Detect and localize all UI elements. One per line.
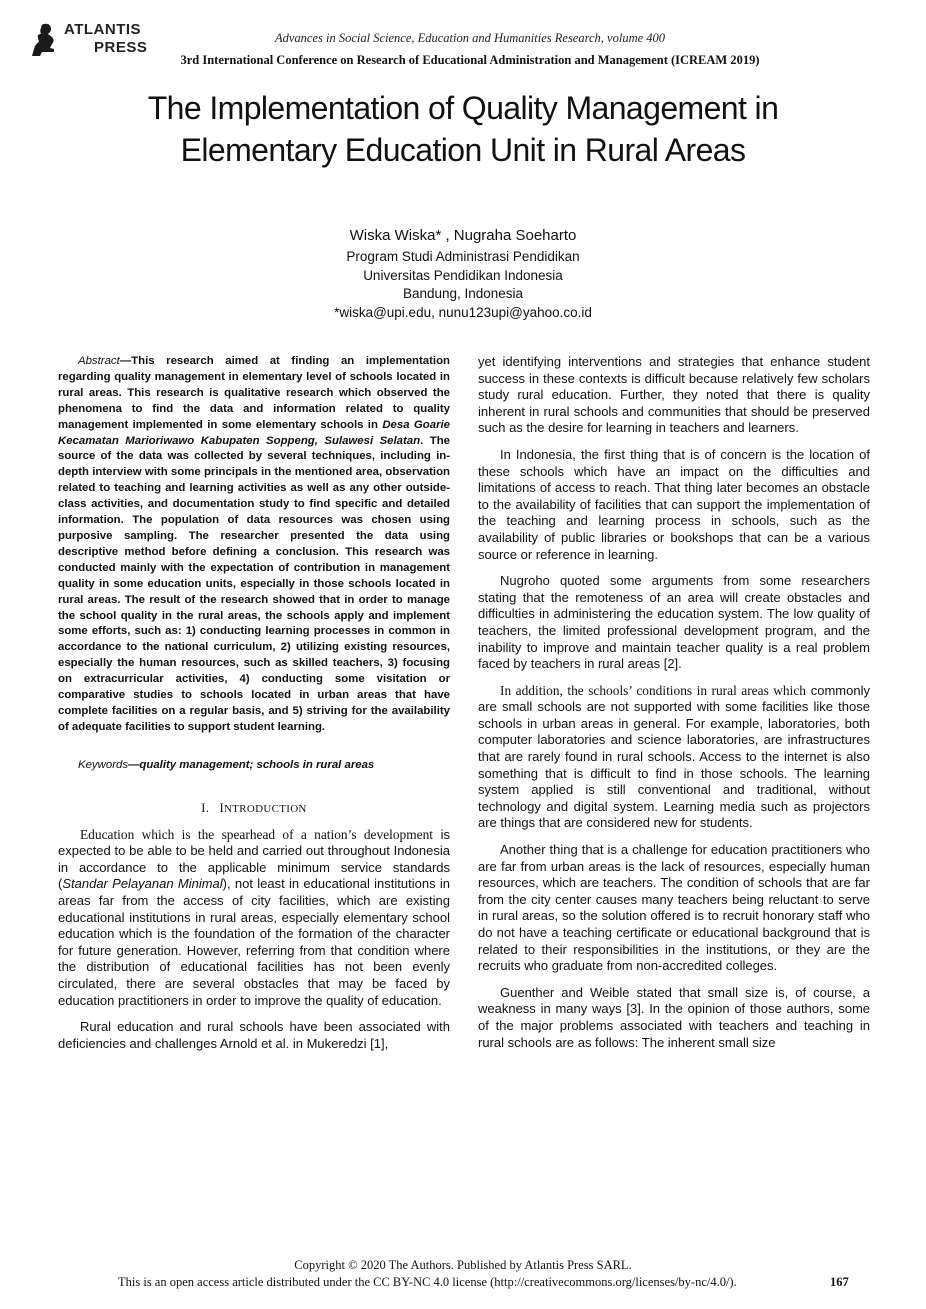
left-column	[58, 354, 450, 1062]
affiliation-city: Bandung, Indonesia	[402, 286, 524, 301]
affiliation-block	[200, 248, 726, 322]
conference-header: 3rd International Conference on Research of Educational Administration and Management (ICREAM 2019)	[180, 53, 760, 67]
section-rest: NTRODUCTION	[223, 802, 307, 815]
right-paragraph-3: Nugroho quoted some arguments from some researchers stating that the remoteness of an area will create obstacles and difficulties in administering the education system. The low quality of teachers, the limited professional development program, and the inability to improve and maintain teacher quality is a real problem faced by teachers in rural areas [2].	[478, 573, 870, 672]
right-paragraph-5: Another thing that is a challenge for education practitioners who are far from urban areas is the lack of resources, especially human resources, which are teachers. The condition of schools that are far from the city center causes many teachers being reluctant to serve in rural areas, so the solution offered is to recruit honorary staff who do not have a teaching certificate or educational background that is related to their responsibilities in the institutions, or they are the recruits who graduate from non-accredited colleges.	[478, 842, 870, 974]
affiliation-university: Universitas Pendidikan Indonesia	[363, 267, 563, 283]
abstract-dash: —	[119, 355, 132, 367]
right-column	[478, 354, 870, 1061]
right-paragraph-4	[478, 683, 870, 832]
publisher-name-line2: PRESS	[94, 39, 148, 56]
keywords-label: Keywords	[78, 758, 129, 771]
abstract-text-b: . The source of the data was collected by several techniques, including in-depth interview with some principals in the mentioned area, observation related to teaching and learning activities as well as any other outside-class activities, and documentation study to find specific and detailed information. The population of data resources was chosen using purposive sampling. The researcher presented the data using descriptive method before defining a conclusion. This research was conducted mainly with the expectation of contribution in management quality in some education units, especially in those schools located in rural areas. The result of the research showed that in order to manage the school quality in the rural areas, the schools apply and implement some efforts, such as: 1) conducting learning processes in common in accordance to the national curriculum, 2) utilizing existing resources, especially the human resources, such as skilled teachers, 3) focusing on extracurricular activities, 4) conducting some visitation or comparative studies to schools located in urban areas that have complete facilities on a regular basis, and 5) striving for the availability of adequate facilities to support student learning.	[58, 434, 450, 733]
section-number: I.	[201, 800, 210, 815]
title-line-2: Elementary Education Unit in Rural Areas	[180, 132, 746, 168]
keywords-paragraph	[58, 758, 450, 774]
abstract-place: Desa Goarie Kecamatan Marioriwawo Kabupaten Soppeng, Sulawesi Selatan	[58, 418, 450, 447]
affiliation-department: Program Studi Administrasi Pendidikan	[346, 249, 580, 264]
keywords-text: quality management; schools in rural areas	[139, 758, 375, 771]
title-line-1: The Implementation of Quality Management in	[147, 90, 779, 126]
license-line: This is an open access article distributed under the CC BY-NC 4.0 license (http://creativecommons.org/licenses/by-nc/4.0/).	[118, 1275, 737, 1289]
thinker-statue-icon	[30, 22, 60, 58]
right-p4-rest: commonly are small schools are not supported with some facilities like those schools in urban areas in general. For example, laboratories, both computer laboratories and science laboratories, are infrastructures that are rarely found in rural schools. Access to the internet is also something that is difficult to find in those schools. The learning system applied is still conventional and traditional, without technology and digital system. Learning media such as projectors are things that are considered new for students.	[478, 682, 870, 831]
intro-p1-em: Standar Pelayanan Minimal	[62, 876, 223, 892]
right-paragraph-2: In Indonesia, the first thing that is of concern is the location of these schools which have an impact on the difficulties and limitations of access to reach. That thing later becomes an obstacle to the availability of facilities that can support the implementation of the teaching and learning process in schools, such as the availability of public libraries or bookshops that can be a various source or reference in learning.	[478, 446, 870, 562]
intro-p1-serif: Education which is the spearhead of a nation’s development	[80, 826, 434, 842]
abstract-paragraph	[58, 354, 450, 736]
intro-paragraph-2: Rural education and rural schools have been associated with deficiencies and challenges Arnold et al. in Mukeredzi [1],	[58, 1019, 450, 1051]
right-paragraph-6: Guenther and Weible stated that small size is, of course, a weakness in many ways [3]. In the opinion of those authors, some of the major problems associated with teachers and teaching in rural schools are as follows: The inherent small size	[478, 984, 870, 1050]
abstract-text-a: This research aimed at finding an implementation regarding quality management in elementary level of schools located in rural areas. This research is qualitative research which observed the phenomena to find the data and information related to quality management implemented in some elementary schools in	[58, 355, 450, 431]
paper-title	[60, 87, 866, 171]
copyright-line: Copyright © 2020 The Authors. Published by Atlantis Press SARL.	[294, 1258, 632, 1272]
page-number: 167	[830, 1275, 849, 1289]
intro-p1-b: ), not least in educational institutions in areas far from the access of city facilities, which are existing educational institutions in rural areas, especially elementary school education which is the foundation of the formation of the character for future generation. However, referring from that condition where the distribution of educational facilities has not been evenly circulated, there are several obstacles that may be faced by education practitioners in order to improve the quality of education.	[58, 876, 450, 1008]
intro-paragraph-1	[58, 827, 450, 1010]
abstract-label: Abstract	[78, 355, 120, 367]
intro-p1-a: is expected to be able to be held and carried out throughout Indonesia in accordance to the applicable minimum service standards (	[58, 826, 450, 892]
publisher-name-line1: ATLANTIS	[64, 21, 142, 38]
right-p4-serif: In addition, the schools’ conditions in rural areas which	[500, 682, 806, 698]
section-heading-introduction	[58, 800, 450, 817]
right-paragraph-1: yet identifying interventions and strategies that enhance student success in these contexts is difficult because relatively few scholars study rural education. Further, they noted that there is quality inherent in rural schools and communities that should be preserved such as the desire for learning in teachers and learners.	[478, 354, 870, 436]
keywords-dash: —	[128, 758, 140, 771]
section-first-letter: I	[219, 800, 224, 815]
author-list: Wiska Wiska* , Nugraha Soeharto	[349, 227, 577, 244]
author-emails: *wiska@upi.edu, nunu123upi@yahoo.co.id	[334, 304, 592, 320]
series-header: Advances in Social Science, Education and Humanities Research, volume 400	[274, 31, 666, 45]
